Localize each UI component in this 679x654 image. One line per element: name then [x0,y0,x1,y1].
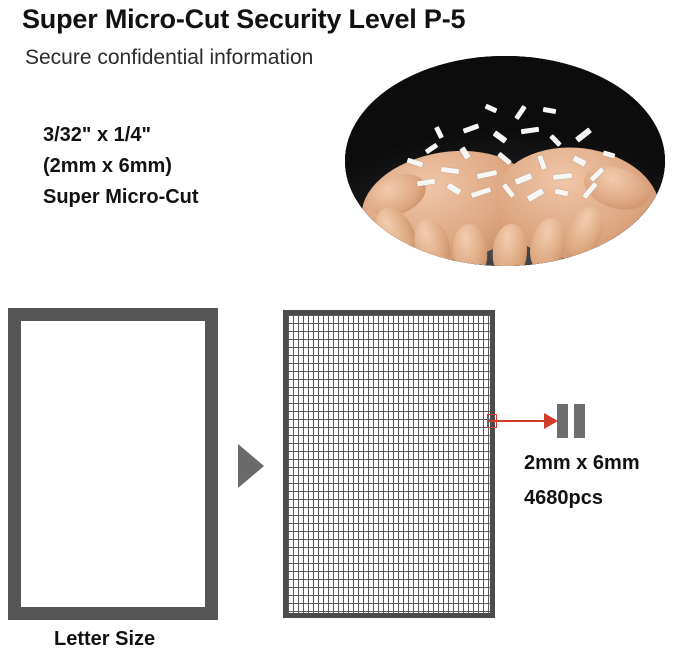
chip-size-label: 2mm x 6mm [524,452,640,474]
chip-count-label: 4680pcs [524,487,603,509]
letter-size-label: Letter Size [54,628,156,650]
callout-line [489,420,547,422]
shred-pile [397,90,627,200]
letter-size-paper [8,308,218,620]
cut-spec-metric: (2mm x 6mm) [43,155,172,177]
hands-holding-shredded-paper-photo [345,56,665,266]
cut-spec-block [43,120,199,213]
shredded-sheet-grid [283,310,495,618]
cut-spec-imperial: 3/32" x 1/4" [43,124,151,146]
cut-spec-type: Super Micro-Cut [43,186,199,208]
shred-chip-sample [574,404,585,438]
process-arrow-icon [238,444,264,488]
page-title: Super Micro-Cut Security Level P-5 [22,4,466,34]
shred-chip-sample [557,404,568,438]
callout-arrow-icon [544,413,558,429]
page-subtitle: Secure confidential information [25,46,314,69]
